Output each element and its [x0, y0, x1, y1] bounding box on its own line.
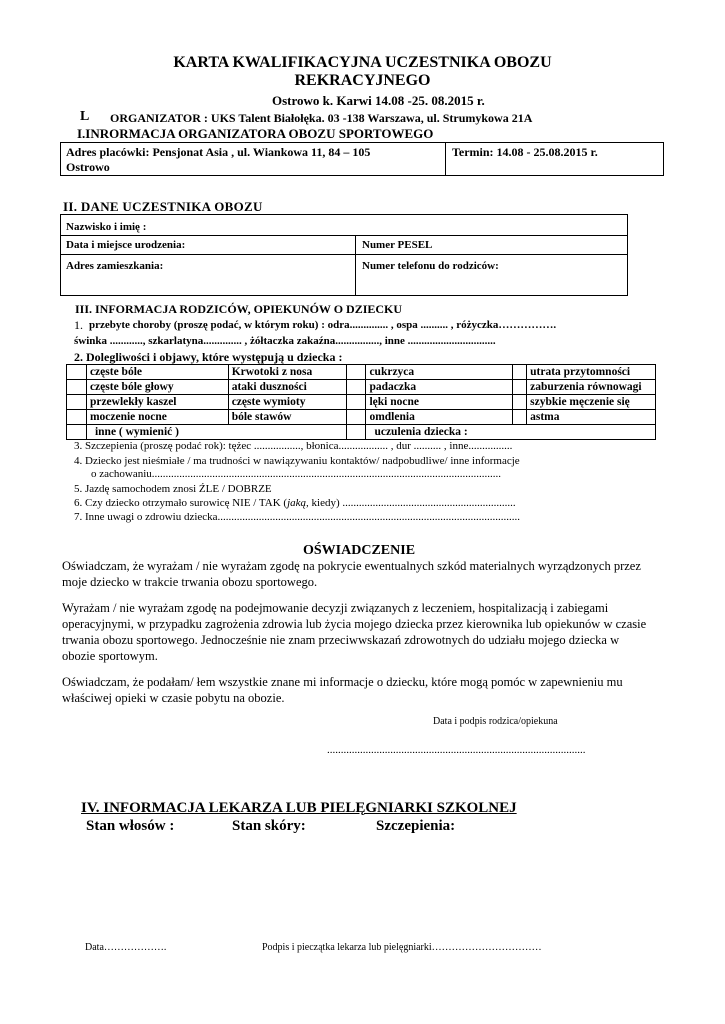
statement-medical-consent: Wyrażam / nie wyrażam zgodę na podejmowanie decyzji związanych z leczeniem, hospitalizacją i zabiegami operacyjnymi, w przypadku zagrożenia zdrowia lub życia mojego dziecka przez kierownika lub opiekunów w czasie trwania obozu sportowego. Jednocześnie nie znam przeciwwskazań zdrowotnych do udziału mojego dziecka w obozie sportowym. [62, 601, 647, 663]
past-illnesses-line1: przebyte choroby (proszę podać, w którym roku) : odra.............. , ospa .......... , różyczka……………. [89, 319, 557, 331]
checkbox-cell[interactable] [67, 365, 87, 380]
ailment-item: lęki nocne [366, 395, 513, 410]
divider [445, 142, 446, 176]
checkbox-cell[interactable] [67, 380, 87, 395]
birth-label: Data i miejsce urodzenia: [66, 239, 186, 251]
ailment-item: szybkie męczenie się [527, 395, 656, 410]
other-ailments-label: inne ( wymienić ) [86, 425, 346, 440]
checkbox-cell[interactable] [346, 395, 366, 410]
form-title-line1: KARTA KWALIFIKACYJNA UCZESTNIKA OBOZU [173, 54, 552, 71]
form-title-line2: REKRACYJNEGO [294, 72, 431, 89]
checkbox-cell[interactable] [346, 380, 366, 395]
date-field[interactable]: Data………………. [85, 942, 167, 953]
past-illnesses-line2: świnka ............, szkarlatyna.............. , żółtaczka zakaźna................, inne ................................ [74, 335, 496, 347]
checkbox-cell[interactable] [513, 395, 527, 410]
ailments-question: 2. Dolegliwości i objawy, które występują u dziecka : [74, 350, 343, 364]
divider [355, 235, 356, 296]
table-row [67, 410, 656, 425]
ailment-item: cukrzyca [366, 365, 513, 380]
hair-condition-label: Stan włosów : [86, 818, 175, 834]
checkbox-cell[interactable] [513, 365, 527, 380]
parent-signature-label: Data i podpis rodzica/opiekuna [433, 716, 558, 727]
checkbox-cell[interactable] [346, 425, 366, 440]
ailment-item: Krwotoki z nosa [228, 365, 346, 380]
allergies-label: uczulenia dziecka : [366, 425, 656, 440]
organizer-info: ORGANIZATOR : UKS Talent Białołęka. 03 -138 Warszawa, ul. Strumykowa 21A [110, 111, 533, 125]
statement-damages: Oświadczam, że wyrażam / nie wyrażam zgodę na pokrycie ewentualnych szkód materialnych wyrządzonych przez moje dziecko w trakcie trwania obozu sportowego. [62, 559, 641, 589]
ailment-item: moczenie nocne [86, 410, 228, 425]
section4-title: IV. INFORMACJA LEKARZA LUB PIELĘGNIARKI SZKOLNEJ [81, 800, 517, 816]
table-row [67, 425, 656, 440]
participant-name-label: Nazwisko i imię : [66, 221, 147, 233]
checkbox-cell[interactable] [346, 410, 366, 425]
car-travel-question: 5. Jazdę samochodem znosi ŹLE / DOBRZE [74, 483, 272, 495]
checkbox-cell[interactable] [346, 365, 366, 380]
section2-title: II. DANE UCZESTNIKA OBOZU [63, 199, 263, 214]
checkbox-cell[interactable] [67, 395, 87, 410]
venue-address-line2: Ostrowo [66, 160, 110, 174]
ailment-item: przewlekły kaszel [86, 395, 228, 410]
other-health-notes: 7. Inne uwagi o zdrowiu dziecka.............................................................................................................. [74, 511, 521, 523]
organizer-marker: L [80, 109, 90, 124]
place-dates: Ostrowo k. Karwi 14.08 -25. 08.2015 r. [272, 93, 485, 108]
ailment-item: częste bóle głowy [86, 380, 228, 395]
ailment-item: zaburzenia równowagi [527, 380, 656, 395]
ailment-item: astma [527, 410, 656, 425]
pesel-label: Numer PESEL [362, 239, 433, 251]
ailment-item: bóle stawów [228, 410, 346, 425]
q1-number: 1. [74, 318, 83, 332]
ailment-item: utrata przytomności [527, 365, 656, 380]
vaccinations-question: 3. Szczepienia (proszę podać rok): tężec ................., błonica.................. , dur .......... , inne................ [74, 440, 513, 452]
table-row [67, 395, 656, 410]
checkbox-cell[interactable] [67, 425, 87, 440]
behavior-question: 4. Dziecko jest nieśmiałe / ma trudności w nawiązywaniu kontaktów/ nadpobudliwe/ inne informacje [74, 455, 520, 467]
serum-question-italic: jaką, [287, 497, 309, 509]
serum-question [74, 497, 516, 509]
term: Termin: 14.08 - 25.08.2015 r. [452, 145, 598, 159]
table-row [67, 380, 656, 395]
skin-condition-label: Stan skóry: [232, 818, 306, 834]
checkbox-cell[interactable] [513, 380, 527, 395]
doctor-signature-field[interactable]: Podpis i pieczątka lekarza lub pielęgniarki…………………………… [262, 942, 542, 953]
home-address-label: Adres zamieszkania: [66, 260, 164, 272]
doctor-vaccinations-label: Szczepienia: [376, 818, 456, 834]
serum-question-text: 6. Czy dziecko otrzymało surowicę NIE / TAK ( [74, 497, 288, 509]
section3-title: III. INFORMACJA RODZICÓW, OPIEKUNÓW O DZIECKU [75, 302, 403, 316]
parent-phone-label: Numer telefonu do rodziców: [362, 260, 499, 272]
behavior-question-cont: o zachowaniu............................................................................................................................... [91, 468, 502, 480]
ailment-item: częste bóle [86, 365, 228, 380]
ailment-item: padaczka [366, 380, 513, 395]
ailment-item: częste wymioty [228, 395, 346, 410]
statement-title: OŚWIADCZENIE [303, 543, 416, 558]
ailment-item: ataki duszności [228, 380, 346, 395]
venue-address-line1: Adres placówki: Pensjonat Asia , ul. Wiankowa 11, 84 – 105 [66, 145, 371, 159]
checkbox-cell[interactable] [513, 410, 527, 425]
divider [60, 235, 628, 236]
statement-information: Oświadczam, że podałam/ łem wszystkie znane mi informacje o dziecku, które mogą pomóc w zapewnieniu mu właściwej opieki w czasie pobytu na obozie. [62, 675, 623, 705]
checkbox-cell[interactable] [67, 410, 87, 425]
table-row [67, 365, 656, 380]
ailment-item: omdlenia [366, 410, 513, 425]
serum-question-text2: kiedy) ............................................................... [308, 497, 516, 509]
ailments-table [66, 364, 656, 440]
section1-title: I.INRORMACJA ORGANIZATORA OBOZU SPORTOWEGO [77, 126, 434, 141]
divider [60, 254, 628, 255]
parent-signature-line[interactable]: .............................................................................................. [327, 744, 586, 756]
